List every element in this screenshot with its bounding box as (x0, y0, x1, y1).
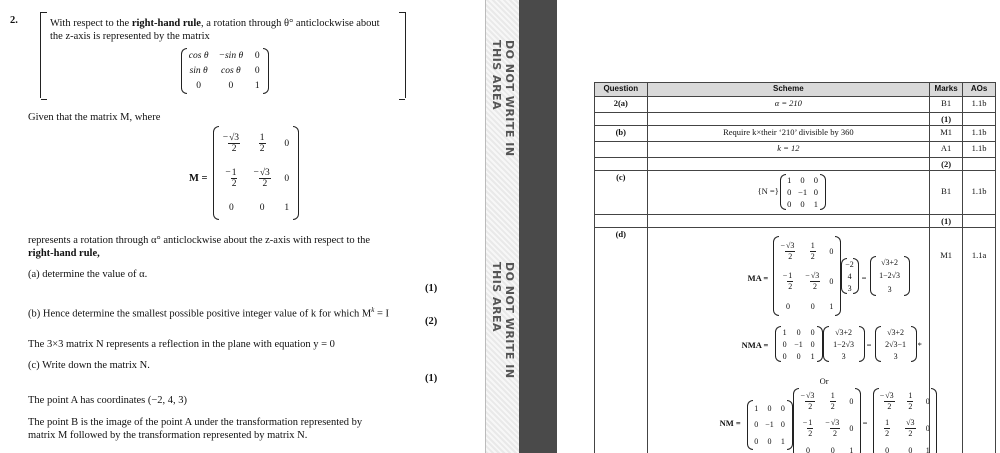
header-marks: Marks (930, 83, 963, 97)
margin-strip (485, 0, 520, 453)
question-page (0, 0, 485, 453)
table-row: (b) Require k×their ‘210’ divisible by 360 M1 1.1b (595, 126, 996, 142)
part-c-text: (c) Write down the matrix N. (28, 360, 150, 371)
nm-result-matrix: − $\frac{√3}{2}$ $\frac{1}{2}$ 0 $\frac{1}{2}$ $\frac{√3}{2}$ 0 0 0 1 (876, 388, 934, 453)
mark-scheme-table (594, 82, 996, 453)
ma-label: MA = (747, 273, 769, 283)
ma-matrix: − $\frac{√3}{2}$ $\frac{1}{2}$ 0 − $\frac{1}{2}$ − $\frac{√3}{2}$ 0 0 0 1 (776, 236, 838, 316)
given-text: Given that the matrix M, where (28, 112, 161, 123)
box-line-1: With respect to the right-hand rule, a rotation through θ° anticlockwise about (50, 18, 380, 29)
part-a-marks: (1) (425, 283, 438, 294)
or-text: Or (819, 376, 829, 386)
matrix-m: − $\frac{√3}{2}$ $\frac{1}{2}$ 0 − $\frac{1}{2}$ − $\frac{√3}{2}$ 0 0 0 1 (216, 126, 296, 220)
rotation-text-2: right-hand rule, (28, 248, 100, 259)
mark-scheme-page (557, 0, 1000, 453)
rotation-matrix: cos θ −sin θ 0 sin θ cos θ 0 0 0 1 (184, 48, 266, 94)
nma-n-matrix: 1 0 0 0 −1 0 0 0 1 (778, 326, 820, 362)
point-b-text-2: matrix M followed by the transformation represented by matrix N. (28, 430, 308, 441)
box-line-2: the z-axis is represented by the matrix (50, 31, 210, 42)
header-aos: AOs (963, 83, 996, 97)
table-row: 2(a) α = 210 B1 1.1b (595, 97, 996, 113)
header-scheme: Scheme (647, 83, 930, 97)
table-row: (d) MA = − $\frac{√3}{2}$ $\frac{1}{2}$ 0 − $\frac{1}{2}$ − $\frac{√3}{2}$ 0 0 0 1 −2 4 3 = √3+2 1−2√3 3 NMA = 1 0 0 0 −1 0 0 0 1 √3+2 1−2√3 3 = √3+2 2√3−1 3 * Or NM = 1 0 0 0 −1 0 0 0 1 − $\frac{√3}{2}$ $\frac{1}{2}$ 0 − $\frac{1}{2}$ − $\frac{√3}{2}$ 0 0 0 1 = − $\frac{√3}{2}$ $\frac{1}{2}$ 0 $\frac{1}{2}$ $\frac{√3}{2}$ 0 0 0 1 M1 1.1a (595, 228, 996, 453)
vector-a: −2 4 3 (845, 259, 854, 293)
table-row: (1) (595, 215, 996, 228)
nma-vector: √3+2 1−2√3 3 (826, 326, 862, 362)
matrix-n-text: The 3×3 matrix N represents a reflection in the plane with equation y = 0 (28, 339, 335, 350)
question-number: 2. (10, 15, 18, 26)
rotation-text: represents a rotation through α° anticlockwise about the z-axis with respect to the (28, 235, 371, 246)
part-b-text: (b) Hence determine the smallest possible positive integer value of k for which $M^k = I$ (28, 306, 389, 320)
nm-m-matrix: − $\frac{√3}{2}$ $\frac{1}{2}$ 0 − $\frac{1}{2}$ − $\frac{√3}{2}$ 0 0 0 1 (796, 388, 858, 453)
nm-label: NM = (719, 418, 741, 428)
vector-ma: √3+2 1−2√3 3 (873, 256, 907, 296)
nma-label: NMA = (741, 340, 769, 350)
margin-warning-bottom: DO NOT WRITE IN THIS AREA (490, 262, 516, 379)
margin-warning-top: DO NOT WRITE IN THIS AREA (490, 40, 516, 157)
table-row: k = 12 A1 1.1b (595, 142, 996, 158)
nma-result: √3+2 2√3−1 3 (878, 326, 914, 362)
header-question: Question (595, 83, 648, 97)
part-a-text: (a) determine the value of α. (28, 269, 148, 280)
nm-n-matrix: 1 0 0 0 −1 0 0 0 1 (750, 400, 790, 450)
matrix-n-answer: 1 0 0 0 −1 0 0 0 1 (783, 174, 823, 210)
table-row: (2) (595, 158, 996, 171)
matrix-m-label: M = (189, 173, 208, 184)
part-c-marks: (1) (425, 373, 438, 384)
page-gutter (519, 0, 557, 453)
table-row: (c) {N =} 1 0 0 0 −1 0 0 0 1 B1 1.1b (595, 171, 996, 215)
table-row: (1) (595, 113, 996, 126)
part-b-marks: (2) (425, 316, 438, 327)
point-b-text-1: The point B is the image of the point A under the transformation represented by (28, 417, 363, 428)
point-a-text: The point A has coordinates (−2, 4, 3) (28, 395, 188, 406)
